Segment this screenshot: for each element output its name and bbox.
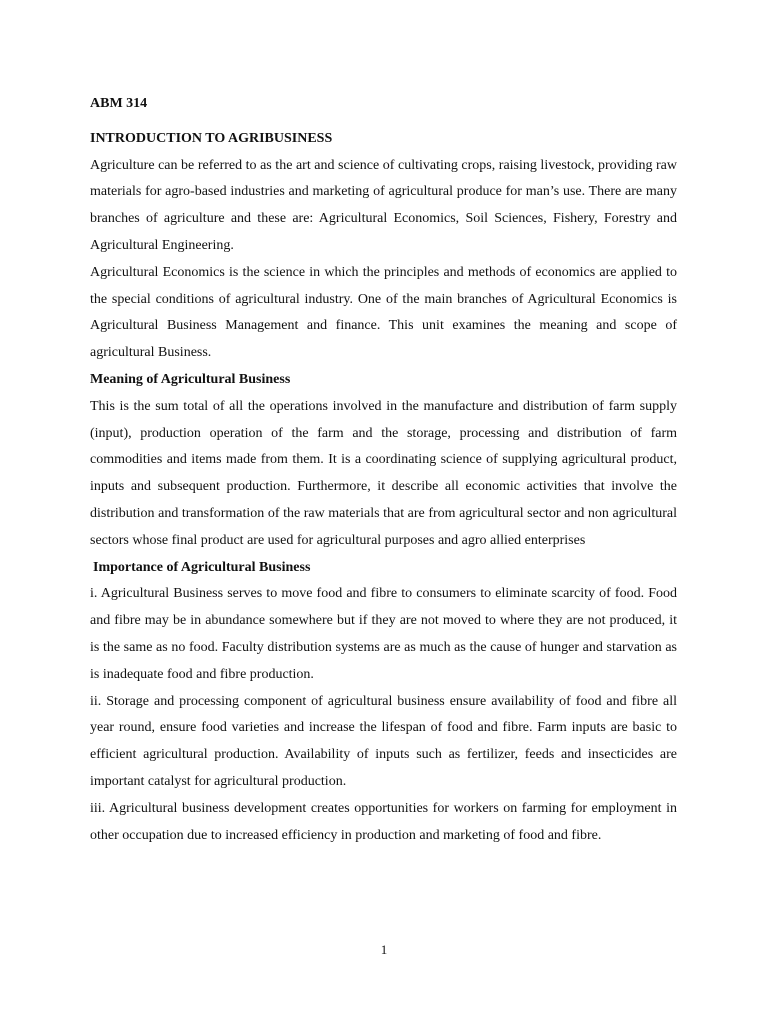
meaning-paragraph: This is the sum total of all the operations involved in the manufacture and distribution of farm supply (input), production operation of the farm and the storage, processing and distribution of farm commodities and items made from them. It is a coordinating science of supplying agricultural product, inputs and subsequent production. Furthermore, it describe all economic activities that involve the distribution and transformation of the raw materials that are from agricultural sector and non agricultural sectors whose final product are used for agricultural purposes and agro allied enterprises [90,398,677,548]
page-number: 1 [380,942,388,957]
document-body [90,91,677,849]
importance-point-2: ii. Storage and processing component of agricultural business ensure availability of food and fibre all year round, ensure food varieties and increase the lifespan of food and fibre. Farm inputs are basic to efficient agricultural production. Availability of inputs such as fertilizer, feeds and insecticides are important catalyst for agricultural production. [90,693,677,789]
document-title: INTRODUCTION TO AGRIBUSINESS [90,130,333,146]
importance-point-1: i. Agricultural Business serves to move food and fibre to consumers to eliminate scarcity of food. Food and fibre may be in abundance somewhere but if they are not moved to where they are not produced, it is the same as no food. Faculty distribution systems are as much as the cause of hunger and starvation as is inadequate food and fibre production. [90,586,677,682]
meaning-heading: Meaning of Agricultural Business [90,371,291,387]
intro-paragraph-2: Agricultural Economics is the science in which the principles and methods of economics are applied to the special conditions of agricultural industry. One of the main branches of Agricultural Economics is Agricultural Business Management and finance. This unit examines the meaning and scope of agricultural Business. [90,264,677,361]
course-code: ABM 314 [90,96,148,111]
importance-heading: Importance of Agricultural Business [93,559,311,575]
importance-point-3: iii. Agricultural business development creates opportunities for workers on farming for employment in other occupation due to increased efficiency in production and marketing of food and fibre. [90,800,677,843]
intro-paragraph-1: Agriculture can be referred to as the art and science of cultivating crops, raising livestock, providing raw materials for agro-based industries and marketing of agricultural produce for man’s use. There are many branches of agriculture and these are: Agricultural Economics, Soil Sciences, Fishery, Forestry and Agricultural Engineering. [90,157,677,253]
